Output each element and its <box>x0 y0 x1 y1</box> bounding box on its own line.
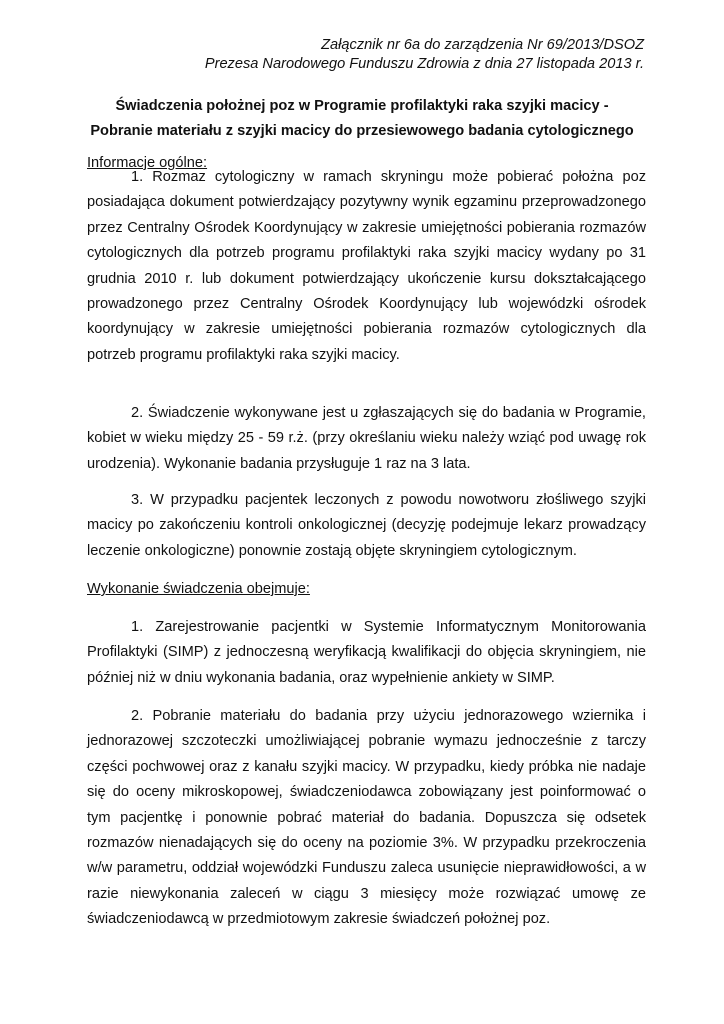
title-line-1: Świadczenia położnej poz w Programie profilaktyki raka szyjki macicy - <box>115 98 609 114</box>
section-heading-general: Informacje ogólne: <box>87 155 208 171</box>
general-item-2: 2. Świadczenie wykonywane jest u zgłaszających się do badania w Programie, kobiet w wieku między 25 - 59 r.ż. (przy określaniu wieku należy wziąć pod uwagę rok urodzenia). Wykonanie badania przysługuje 1 raz na 3 lata. <box>87 405 646 472</box>
scope-item-2: 2. Pobranie materiału do badania przy użyciu jednorazowego wziernika i jednorazowej szczoteczki umożliwiającej pobranie wymazu jednocześnie z tarczy części pochwowej oraz z kanału szyjki macicy. W przypadku, kiedy próbka nie nadaje się do oceny mikroskopowej, świadczeniodawca zobowiązany jest poinformować o tym pacjentkę i ponownie pobrać materiał do badania. Dopuszcza się odsetek rozmazów nienadających się do oceny na poziomie 3%. W przypadku przekroczenia w/w parametru, oddział wojewódzki Funduszu zaleca usunięcie nieprawidłowości, a w razie niewykonania zaleceń w ciągu 3 miesięcy może rozwiązać umowę ze świadczeniodawcą w przedmiotowym zakresie świadczeń położnej poz. <box>87 708 646 928</box>
attachment-header <box>205 36 644 74</box>
general-item-3: 3. W przypadku pacjentek leczonych z powodu nowotworu złośliwego szyjki macicy po zakończeniu kontroli onkologicznej (decyzję podejmuje lekarz prowadzący leczenie onkologiczne) ponownie zostają objęte skryningiem cytologicznym. <box>87 492 646 559</box>
document-title <box>60 94 664 144</box>
title-line-2: Pobranie materiału z szyjki macicy do przesiewowego badania cytologicznego <box>90 123 634 139</box>
header-line-2: Prezesa Narodowego Funduszu Zdrowia z dnia 27 listopada 2013 r. <box>204 56 644 72</box>
section-heading-scope: Wykonanie świadczenia obejmuje: <box>87 581 310 597</box>
header-line-1: Załącznik nr 6a do zarządzenia Nr 69/2013/DSOZ <box>321 37 644 53</box>
general-item-1: 1. Rozmaz cytologiczny w ramach skryningu może pobierać położna poz posiadająca dokument potwierdzający pozytywny wynik egzaminu przeprowadzonego przez Centralny Ośrodek Koordynujący w zakresie umiejętności pobierania rozmazów cytologicznych dla potrzeb programu profilaktyki raka szyjki macicy wydany po 31 grudnia 2010 r. lub dokument potwierdzający ukończenie kursu dokształcającego prowadzonego przez Centralny Ośrodek Koordynujący lub wojewódzki ośrodek koordynujący w zakresie umiejętności pobierania rozmazów cytologicznych dla potrzeb programu profilaktyki raka szyjki macicy. <box>87 169 646 363</box>
scope-item-1: 1. Zarejestrowanie pacjentki w Systemie Informatycznym Monitorowania Profilaktyki (SIMP) z jednoczesną weryfikacją kwalifikacji do objęcia skryningiem, nie później niż w dniu wykonania badania, oraz wypełnienie ankiety w SIMP. <box>87 619 646 686</box>
